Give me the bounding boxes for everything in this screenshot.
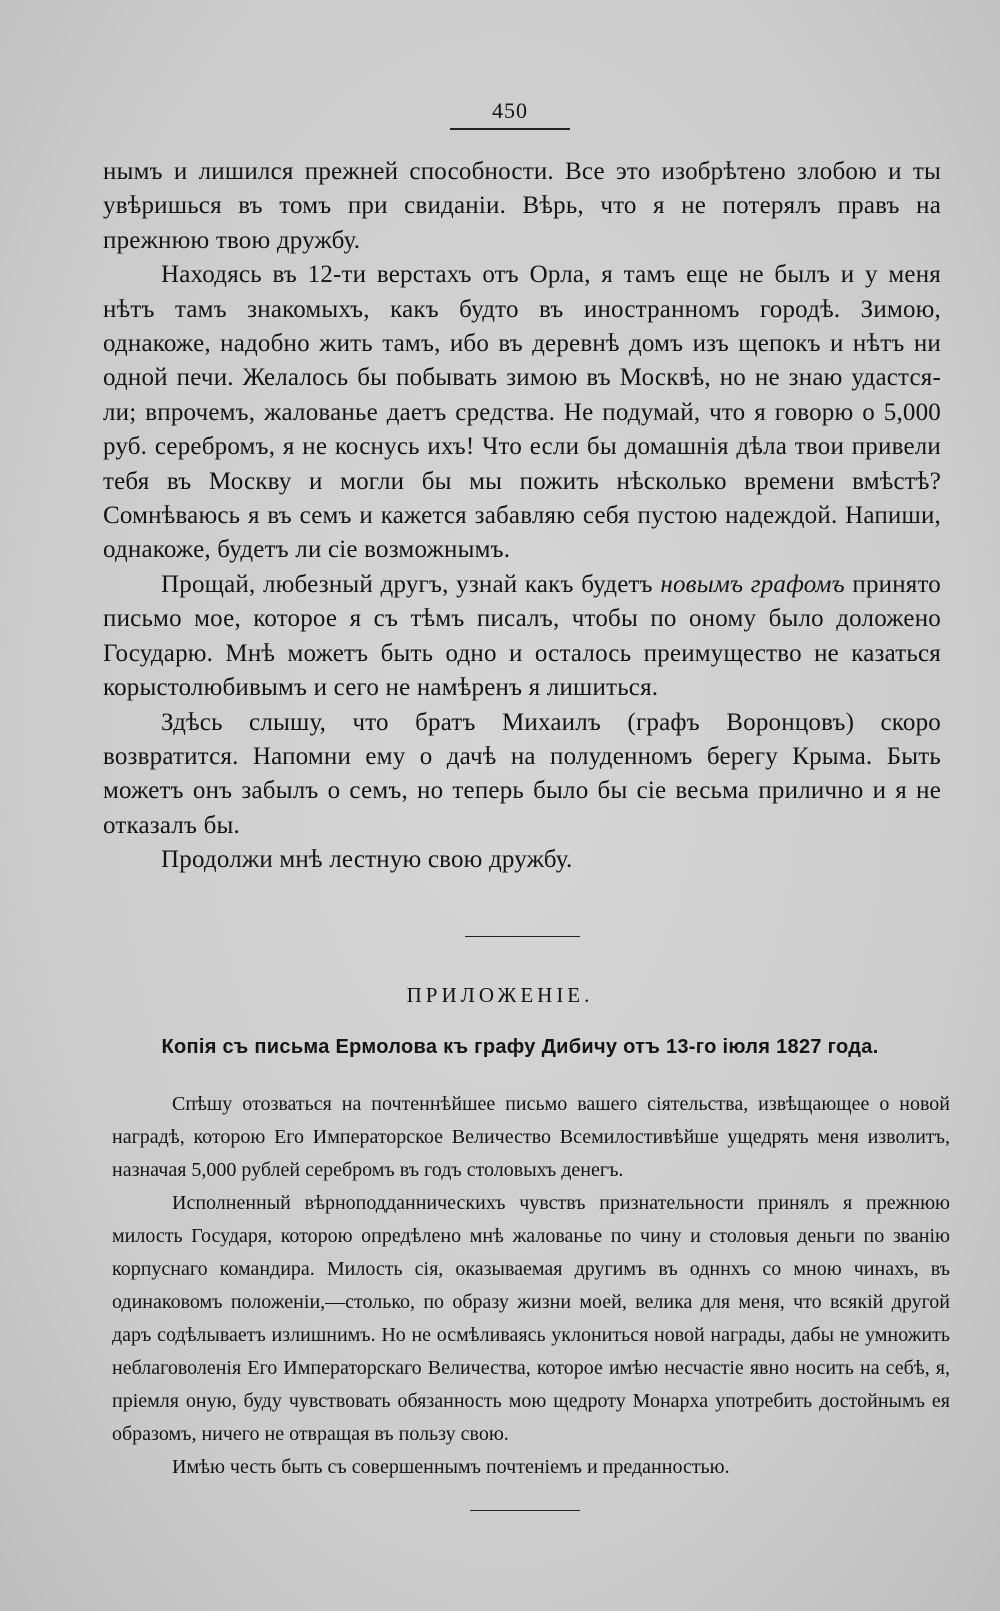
appendix-paragraph: Имѣю честь быть съ совершеннымъ почтеніемъ и преданностью.: [172, 1456, 730, 1478]
appendix-paragraph: Спѣшу отозваться на почтеннѣйшее письмо вашего сіятельства, извѣщающее о новой наградѣ, которою Его Императорское Величество Всемилостивѣйше ущедрять меня изволитъ, назначая 5,000 рублей серебромъ въ годъ столовыхъ денегъ.: [112, 1093, 950, 1181]
page-number-rule: [450, 128, 570, 130]
letter-paragraph: Здѣсь слышу, что братъ Михаилъ (графъ Воронцовъ) скоро возвратится. Напомни ему о дачѣ на полуденномъ берегу Крыма. Быть можетъ онъ забылъ о семъ, но теперь было бы сіе весьма прилично и я не отказалъ бы.: [103, 708, 941, 839]
closing-divider: [470, 1510, 580, 1511]
letter-paragraph: [103, 568, 941, 706]
letter-paragraph: нымъ и лишился прежней способности. Все это изобрѣтено злобою и ты увѣришься въ томъ при свиданіи. Вѣрь, что я не потерялъ правъ на прежнюю твою дружбу.: [103, 158, 941, 254]
italic-emphasis: новымъ графомъ: [660, 570, 845, 598]
section-divider: [465, 936, 580, 937]
appendix-body: [112, 1088, 950, 1484]
letter-paragraph: Находясь въ 12-ти верстахъ отъ Орла, я тамъ еще не былъ и у меня нѣтъ тамъ знакомыхъ, какъ будто въ иностранномъ городѣ. Зимою, однакоже, надобно жить тамъ, ибо въ деревнѣ домъ изъ щепокъ и нѣтъ ни одной печи. Желалось бы побывать зимою въ Москвѣ, но не знаю удастся-ли; впрочемъ, жалованье даетъ средства. Не подумай, что я говорю о 5,000 руб. серебромъ, я не коснусь ихъ! Что если бы домашнія дѣла твои привели тебя въ Москву и могли бы мы пожить нѣсколько времени вмѣстѣ? Сомнѣваюсь я въ семъ и кажется забавляю себя пустою надеждой. Напиши, однакоже, будетъ ли сіе возможнымъ.: [103, 261, 941, 564]
letter-paragraph: Продолжи мнѣ лестную свою дружбу.: [161, 846, 573, 874]
letter-body: [103, 155, 941, 878]
appendix-paragraph: Исполненный вѣрноподданническихъ чувствъ признательности принялъ я прежнюю милость Государя, которою опредѣлено мнѣ жалованье по чину и столовыя деньги по званію корпуснаго командира. Милость сія, оказываемая другимъ въ одннхъ со мною чинахъ, въ одинаковомъ положеніи,—столько, по образу жизни моей, велика для меня, что всякій другой даръ содѣлываетъ излишнимъ. Но не осмѣливаясь уклониться новой награды, дабы не умножить неблаговоленія Его Императорскаго Величества, которое имѣю несчастіе явно носить на себѣ, я, пріемля оную, буду чувствовать обязанность мою щедроту Монарха употребить достойнымъ ея образомъ, ничего не отвращая въ пользу свою.: [112, 1192, 950, 1445]
paragraph-text: Прощай, любезный другъ, узнай какъ будетъ: [161, 570, 661, 598]
page-number: 450: [492, 98, 528, 123]
paragraph-text: принято письмо мое, которое я съ тѣмъ писалъ, чтобы по оному было доложено Государю. Мнѣ можетъ быть одно и осталось преимущество не казаться корыстолюбивымъ и сего не намѣренъ я лишиться.: [103, 570, 941, 702]
appendix-heading: ПРИЛОЖЕНІЕ.: [406, 983, 594, 1007]
appendix-subtitle: Копія съ письма Ермолова къ графу Дибичу отъ 13-го іюля 1827 года.: [161, 1036, 879, 1058]
